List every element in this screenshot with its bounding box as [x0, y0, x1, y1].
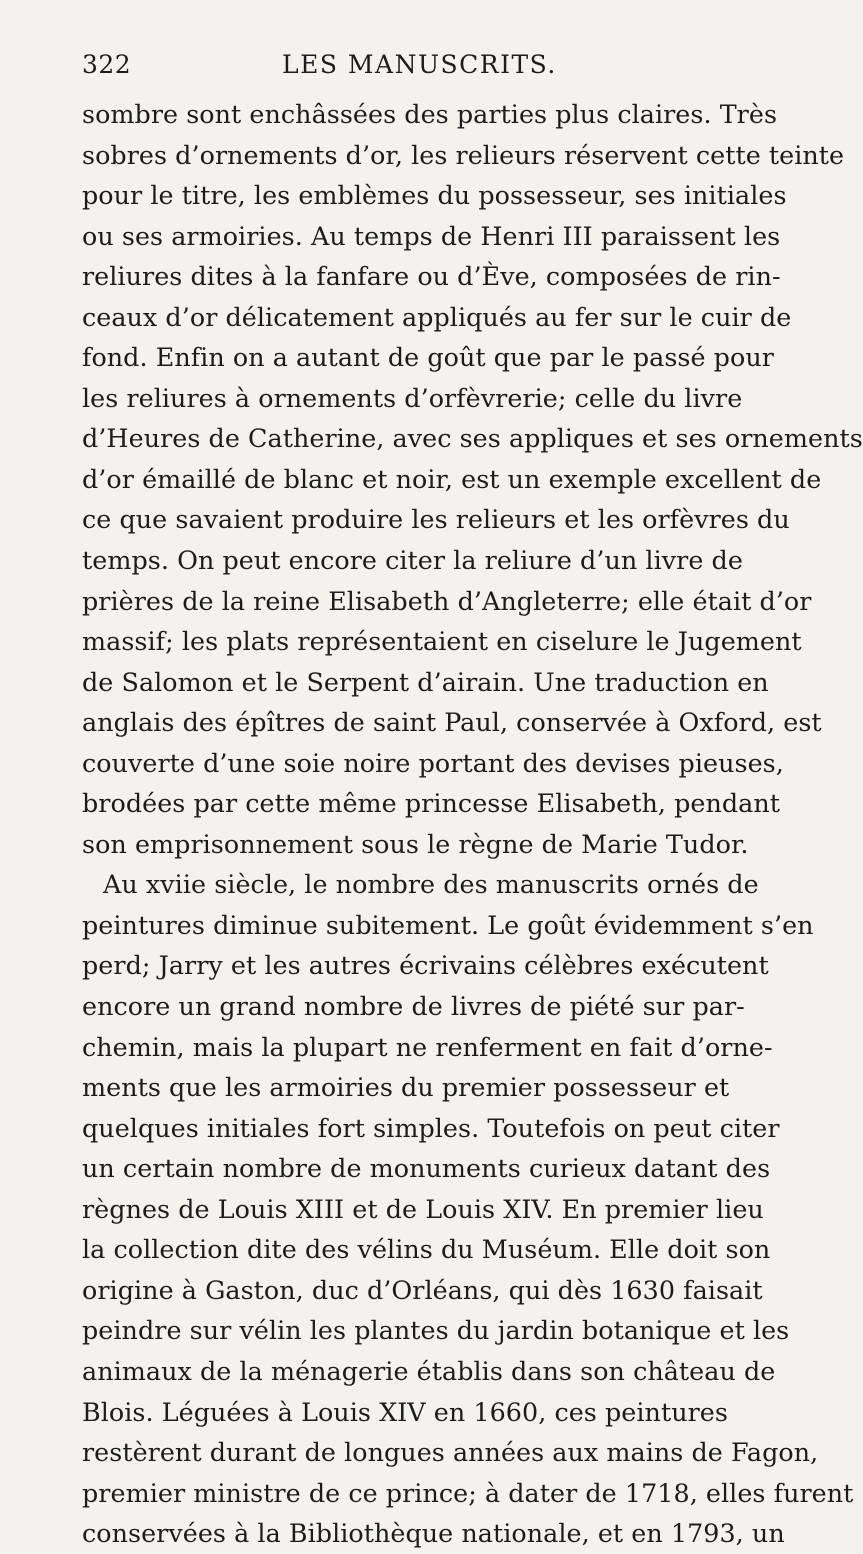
text-line: encore un grand nombre de livres de piété sur par- — [82, 991, 745, 1022]
text-line: reliures dites à la fanfare ou d’Ève, composées de rin- — [82, 261, 781, 292]
text-line: quelques initiales fort simples. Toutefois on peut citer — [82, 1112, 780, 1143]
text-line: sobres d’ornements d’or, les relieurs réservent cette teinte — [82, 139, 845, 170]
text-line: couverte d’une soie noire portant des devises pieuses, — [82, 747, 784, 778]
text-line: pour le titre, les emblèmes du possesseur, ses initiales — [82, 180, 787, 211]
text-line: massif; les plats représentaient en ciselure le Jugement — [82, 626, 802, 657]
text-line: animaux de la ménagerie établis dans son château de — [82, 1355, 776, 1386]
running-title: LES MANUSCRITS. — [282, 50, 557, 79]
text-line: restèrent durant de longues années aux mains de Fagon, — [82, 1437, 819, 1468]
text-line: brodées par cette même princesse Elisabeth, pendant — [82, 788, 781, 819]
body-text — [82, 94, 863, 1554]
text-line: Blois. Léguées à Louis XIV en 1660, ces peintures — [82, 1396, 728, 1427]
text-line: un certain nombre de monuments curieux datant des — [82, 1153, 771, 1184]
text-line: anglais des épîtres de saint Paul, conservée à Oxford, est — [82, 707, 822, 738]
text-line: d’or émaillé de blanc et noir, est un exemple excellent de — [82, 463, 822, 494]
text-line: Au xviie siècle, le nombre des manuscrits ornés de — [103, 869, 759, 900]
text-line: prières de la reine Elisabeth d’Angleterre; elle était d’or — [82, 585, 812, 616]
text-line: son emprisonnement sous le règne de Marie Tudor. — [82, 828, 749, 859]
text-line: premier ministre de ce prince; à dater de 1718, elles furent — [82, 1477, 854, 1508]
text-line: origine à Gaston, duc d’Orléans, qui dès 1630 faisait — [82, 1274, 763, 1305]
text-line: chemin, mais la plupart ne renferment en fait d’orne- — [82, 1031, 773, 1062]
text-line: ments que les armoiries du premier possesseur et — [82, 1072, 730, 1103]
text-line: sombre sont enchâssées des parties plus claires. Très — [82, 99, 778, 129]
page-number: 322 — [82, 50, 132, 79]
text-line: conservées à la Bibliothèque nationale, et en 1793, un — [82, 1518, 785, 1549]
text-line: règnes de Louis XIII et de Louis XIV. En premier lieu — [82, 1193, 764, 1224]
text-line: de Salomon et le Serpent d’airain. Une traduction en — [82, 666, 769, 697]
text-line: la collection dite des vélins du Muséum. Elle doit son — [82, 1234, 771, 1265]
text-line: perd; Jarry et les autres écrivains célèbres exécutent — [82, 950, 769, 981]
text-line: ceaux d’or délicatement appliqués au fer sur le cuir de — [82, 301, 792, 332]
text-line: fond. Enfin on a autant de goût que par le passé pour — [82, 342, 774, 373]
text-line: ce que savaient produire les relieurs et les orfèvres du — [82, 504, 790, 535]
text-line: d’Heures de Catherine, avec ses appliques et ses ornements — [82, 423, 863, 454]
page-header — [82, 50, 720, 86]
text-line: peindre sur vélin les plantes du jardin botanique et les — [82, 1315, 790, 1346]
text-line: les reliures à ornements d’orfèvrerie; celle du livre — [82, 382, 743, 413]
text-line: temps. On peut encore citer la reliure d’un livre de — [82, 545, 743, 576]
text-line: peintures diminue subitement. Le goût évidemment s’en — [82, 909, 814, 940]
text-line: ou ses armoiries. Au temps de Henri III paraissent les — [82, 220, 781, 251]
